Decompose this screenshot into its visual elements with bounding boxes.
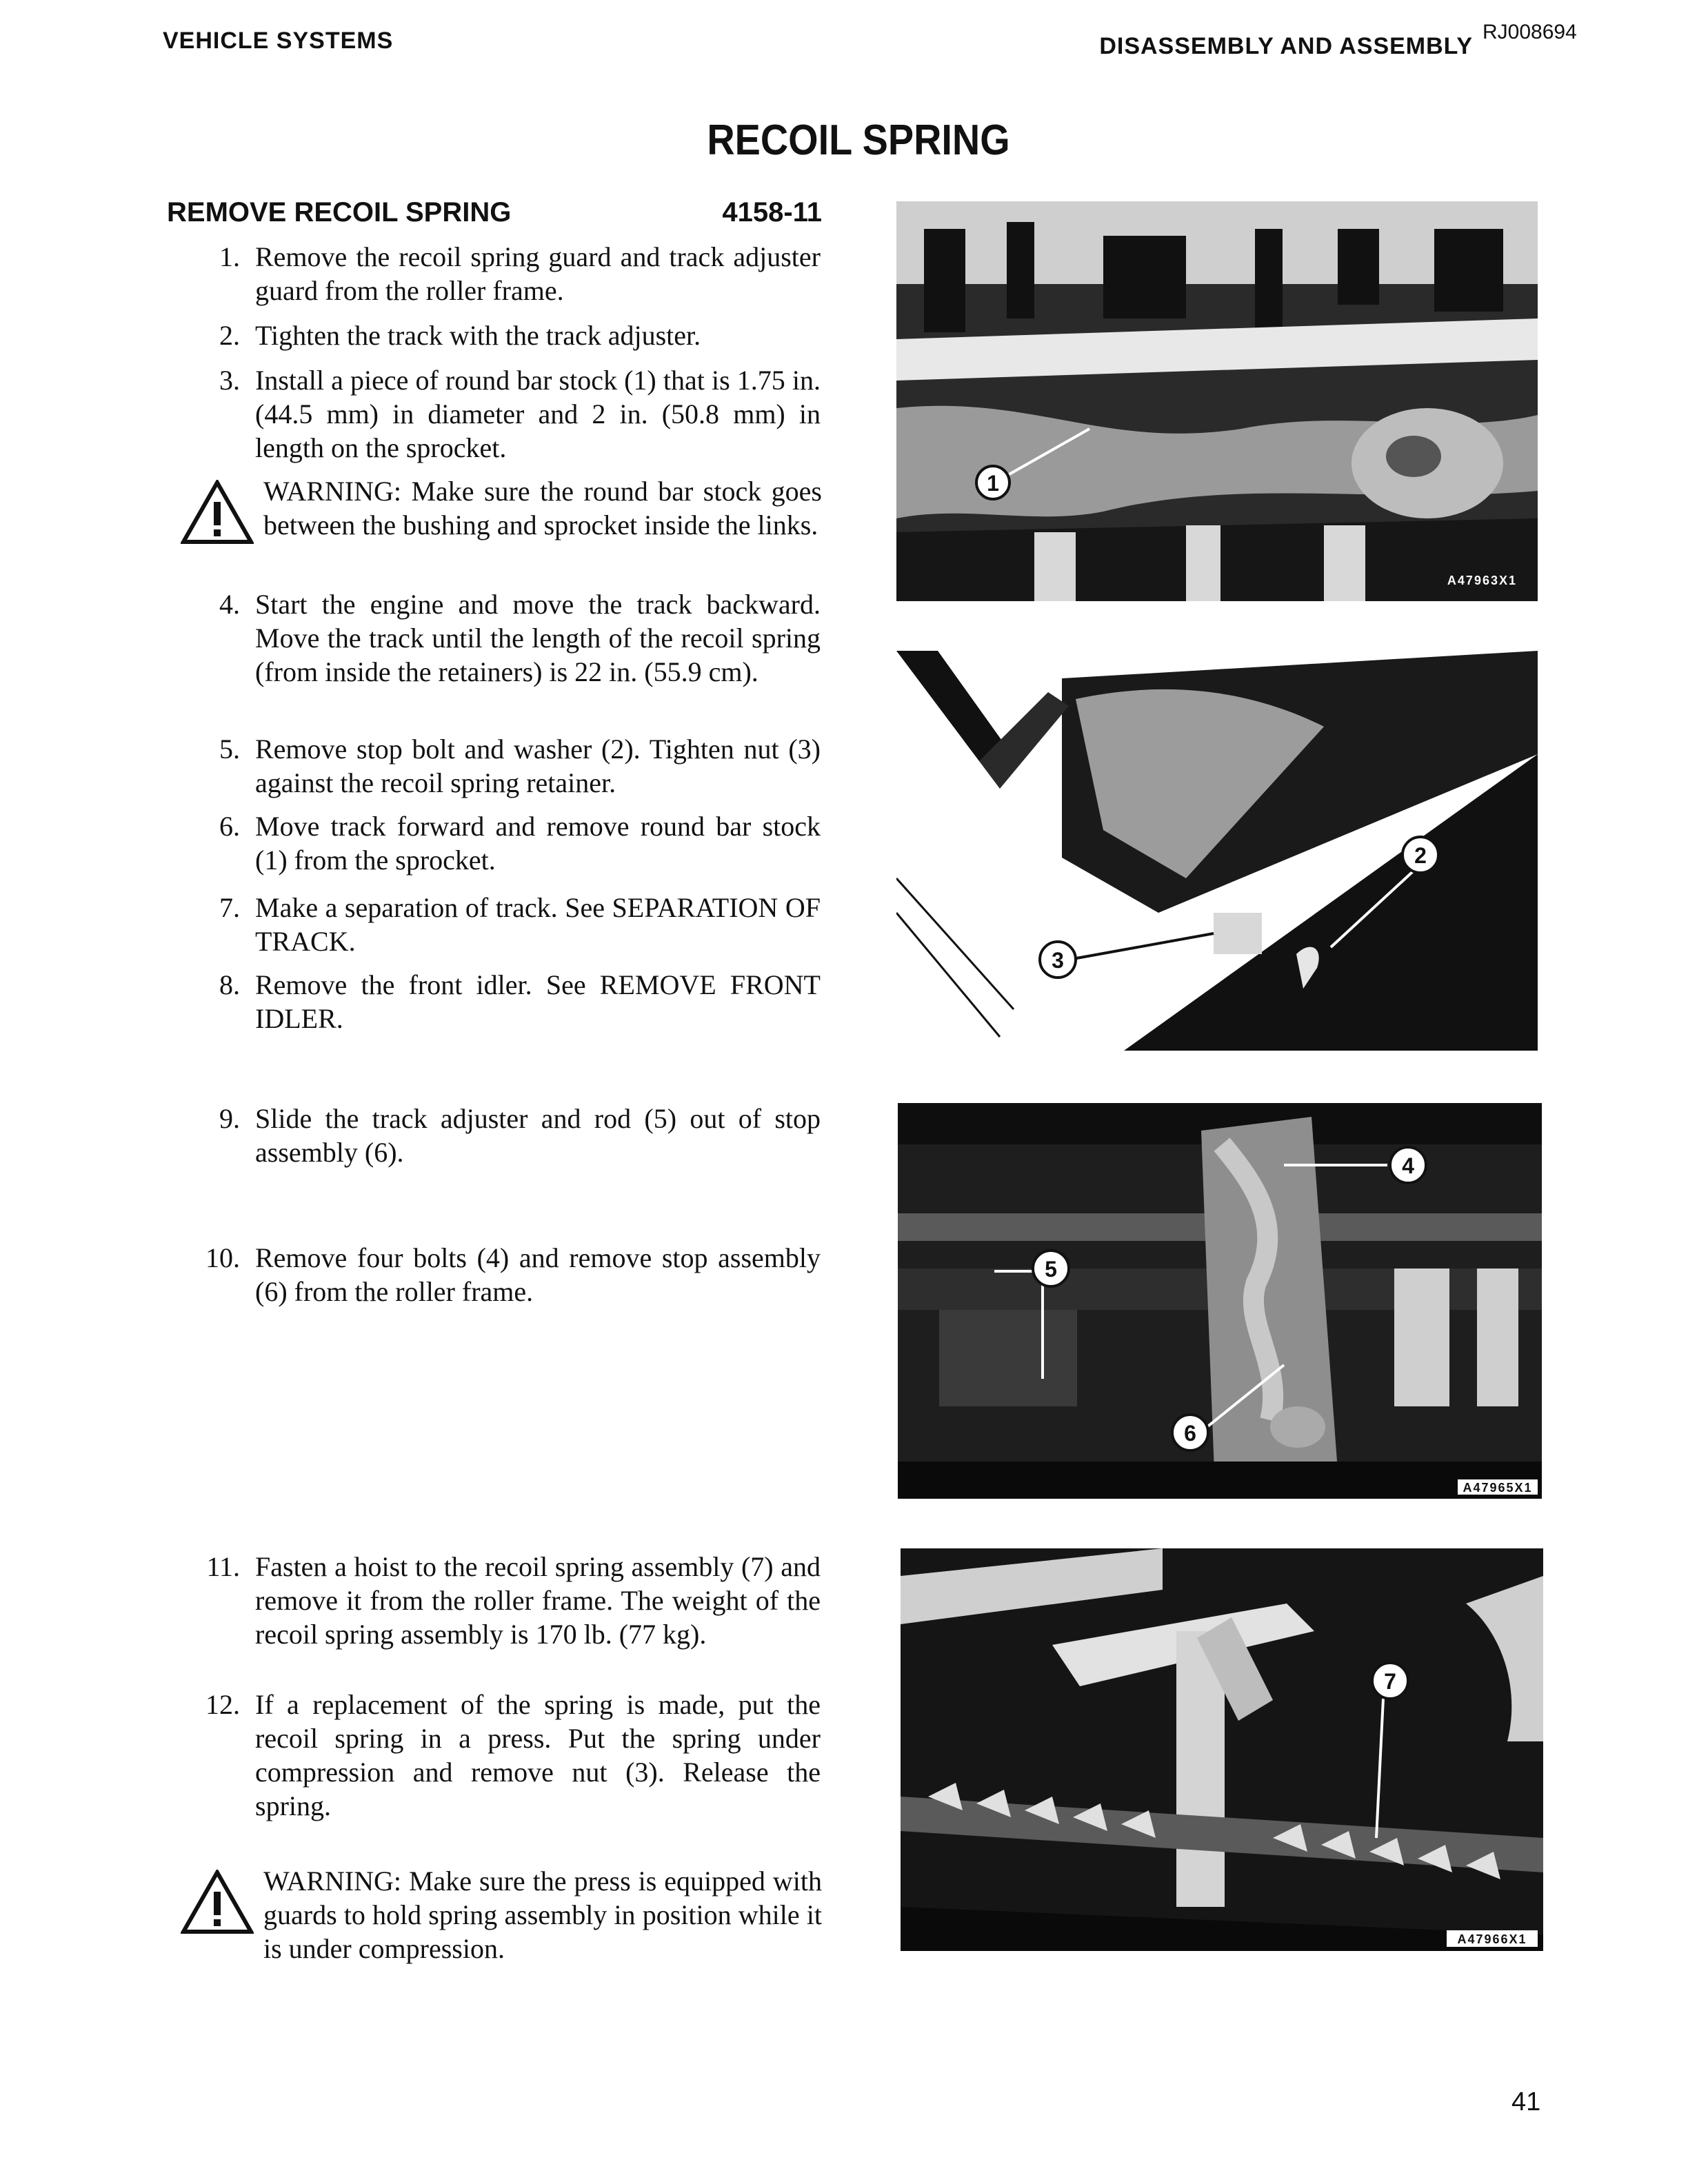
warning-triangle-icon [181, 1864, 263, 1965]
step-number: 2. [219, 320, 240, 351]
step-number: 7. [219, 892, 240, 923]
step-text: If a replacement of the spring is made, put the recoil spring in a press. Put the spring under compression and remove nut (3). Release the spring. [255, 1689, 821, 1821]
step-text: Slide the track adjuster and rod (5) out of stop assembly (6). [255, 1103, 821, 1168]
figure-1-callout-1: 1 [987, 471, 999, 496]
running-header-right: DISASSEMBLY AND ASSEMBLY [1099, 33, 1473, 59]
figure-2-callout-3: 3 [1052, 948, 1064, 973]
figure-4-label: A47966X1 [1457, 1932, 1527, 1946]
warning-1 [181, 474, 822, 552]
page-number: 41 [1511, 2087, 1541, 2116]
figure-3-label: A47965X1 [1463, 1481, 1533, 1495]
step-4 [165, 587, 821, 689]
step-text: Remove four bolts (4) and remove stop assembly (6) from the roller frame. [255, 1242, 821, 1307]
step-number: 12. [205, 1689, 240, 1720]
warning-text: WARNING: Make sure the press is equipped with guards to hold spring assembly in position while it is under compression. [263, 1866, 822, 1964]
step-1 [165, 240, 821, 307]
figure-1-photo [896, 201, 1538, 601]
step-text: Tighten the track with the track adjuster. [255, 320, 701, 351]
step-text: Move track forward and remove round bar stock (1) from the sprocket. [255, 811, 821, 876]
warning-2 [181, 1864, 822, 1965]
section-code: 4158-11 [722, 197, 822, 228]
running-header-left: VEHICLE SYSTEMS [163, 28, 394, 54]
step-text: Install a piece of round bar stock (1) that is 1.75 in. (44.5 mm) in diameter and 2 in. (50.8 mm) in length on the sprocket. [255, 365, 821, 463]
step-7 [165, 891, 821, 958]
warning-text: WARNING: Make sure the round bar stock goes between the bushing and sprocket inside the links. [263, 476, 822, 540]
step-12 [165, 1688, 821, 1823]
figure-1-label: A47963X1 [1447, 574, 1517, 587]
step-text: Remove the recoil spring guard and track adjuster guard from the roller frame. [255, 241, 821, 306]
step-9 [165, 1102, 821, 1169]
step-number: 11. [206, 1551, 240, 1582]
step-2 [165, 318, 821, 352]
figure-3-callout-6: 6 [1184, 1421, 1196, 1446]
section-heading [167, 197, 822, 228]
figure-4-callout-7: 7 [1384, 1669, 1396, 1694]
step-text: Remove the front idler. See REMOVE FRONT IDLER. [255, 969, 821, 1034]
step-number: 1. [219, 241, 240, 272]
document-id: RJ008694 [1483, 21, 1577, 43]
step-11 [165, 1550, 821, 1651]
figure-2-callout-2: 2 [1414, 843, 1427, 868]
step-number: 6. [219, 811, 240, 842]
figure-2-label: A47964X1 [1459, 1030, 1529, 1044]
step-5 [165, 732, 821, 800]
figure-2-photo [896, 651, 1538, 1051]
step-6 [165, 809, 821, 877]
step-text: Remove stop bolt and washer (2). Tighten nut (3) against the recoil spring retainer. [255, 734, 821, 798]
figure-3-photo [898, 1103, 1542, 1499]
step-number: 5. [219, 734, 240, 765]
figure-4-photo [901, 1548, 1543, 1951]
step-number: 10. [205, 1242, 240, 1273]
step-text: Make a separation of track. See SEPARATION OF TRACK. [255, 892, 821, 957]
page-title: RECOIL SPRING [707, 117, 1010, 164]
step-text: Fasten a hoist to the recoil spring assembly (7) and remove it from the roller frame. The weight of the recoil spring assembly is 170 lb. (77 kg). [255, 1551, 821, 1650]
step-text: Start the engine and move the track backward. Move the track until the length of the recoil spring (from inside the retainers) is 22 in. (55.9 cm). [255, 589, 821, 687]
figure-3-callout-5: 5 [1045, 1257, 1057, 1282]
step-3 [165, 363, 821, 465]
step-number: 3. [219, 365, 240, 396]
section-title: REMOVE RECOIL SPRING [167, 197, 512, 228]
step-number: 9. [219, 1103, 240, 1134]
step-10 [165, 1241, 821, 1308]
step-number: 8. [219, 969, 240, 1000]
step-8 [165, 968, 821, 1035]
figure-3-callout-4: 4 [1402, 1153, 1414, 1178]
step-number: 4. [219, 589, 240, 620]
warning-triangle-icon [181, 474, 263, 552]
